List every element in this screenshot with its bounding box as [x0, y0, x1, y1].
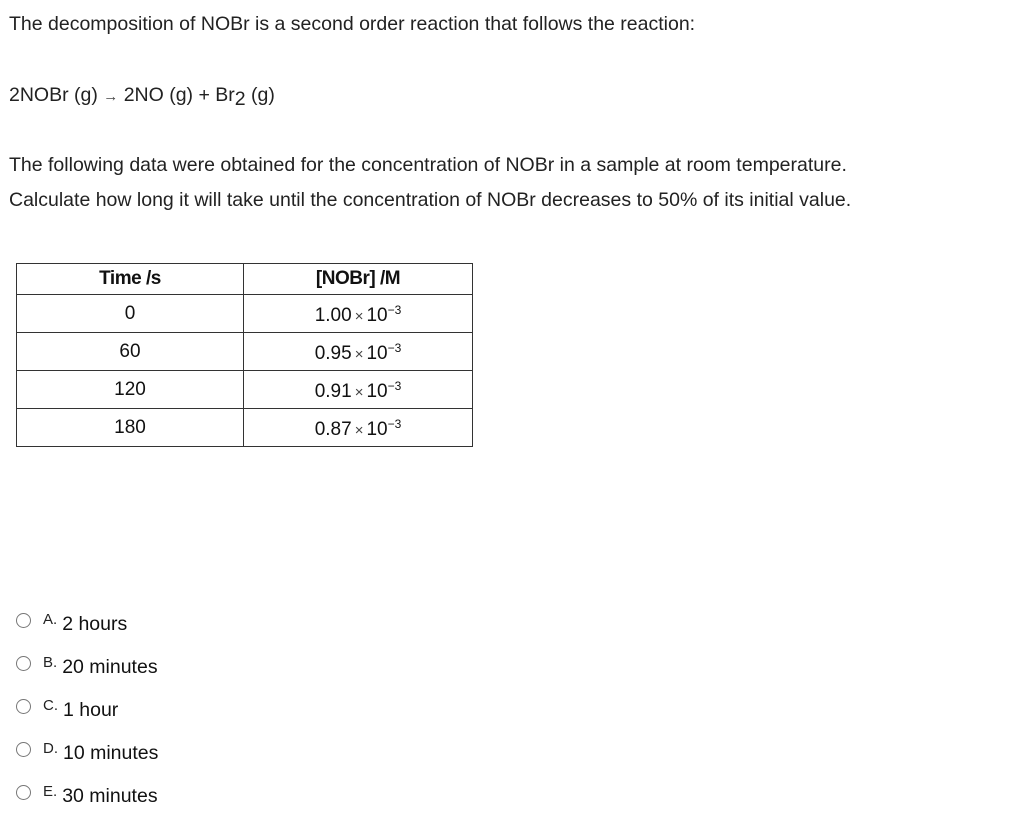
option-e[interactable] — [16, 781, 158, 811]
times-sign: × — [354, 346, 364, 363]
option-text: 1 hour — [63, 698, 119, 721]
table-row — [17, 295, 473, 333]
time-cell: 120 — [17, 371, 244, 409]
header-time: Time /s — [17, 264, 244, 295]
exponent: −3 — [387, 341, 402, 355]
option-letter: D. — [43, 739, 58, 757]
time-cell: 0 — [17, 295, 244, 333]
reaction-equation — [9, 84, 275, 110]
option-letter: C. — [43, 696, 58, 714]
base: 10 — [366, 343, 388, 364]
option-letter: B. — [43, 653, 58, 671]
base: 10 — [366, 381, 388, 402]
table-row — [17, 371, 473, 409]
reactant: 2NOBr (g) — [9, 84, 98, 106]
radio-button[interactable] — [16, 785, 31, 800]
subscript: 2 — [234, 88, 246, 110]
base: 10 — [366, 305, 388, 326]
radio-button[interactable] — [16, 613, 31, 628]
times-sign: × — [354, 384, 364, 401]
header-concentration: [NOBr] /M — [244, 264, 473, 295]
mantissa: 1.00 — [314, 305, 352, 326]
option-d[interactable] — [16, 738, 158, 768]
option-c[interactable] — [16, 695, 118, 725]
concentration-cell — [244, 371, 473, 409]
base: 10 — [366, 419, 388, 440]
table-row — [17, 333, 473, 371]
radio-button[interactable] — [16, 742, 31, 757]
radio-button[interactable] — [16, 656, 31, 671]
reaction-arrow: → — [103, 88, 119, 105]
times-sign: × — [354, 422, 364, 439]
option-text: 20 minutes — [62, 655, 158, 678]
concentration-cell — [244, 333, 473, 371]
products: 2NO (g) + Br — [123, 84, 235, 106]
concentration-cell — [244, 409, 473, 447]
table-row — [17, 409, 473, 447]
mantissa: 0.91 — [314, 381, 352, 402]
concentration-cell — [244, 295, 473, 333]
question-line-2: Calculate how long it will take until the concentration of NOBr decreases to 50% of its initial value. — [9, 189, 852, 211]
time-cell: 60 — [17, 333, 244, 371]
times-sign: × — [354, 308, 364, 325]
products-state: (g) — [245, 84, 275, 106]
option-letter: E. — [43, 782, 58, 800]
option-letter: A. — [43, 610, 58, 628]
option-a[interactable] — [16, 609, 127, 639]
option-b[interactable] — [16, 652, 158, 682]
option-text: 2 hours — [62, 612, 128, 635]
radio-button[interactable] — [16, 699, 31, 714]
time-cell: 180 — [17, 409, 244, 447]
table-header-row — [17, 264, 473, 295]
exponent: −3 — [387, 303, 402, 317]
data-table — [16, 263, 473, 447]
question-intro: The decomposition of NOBr is a second order reaction that follows the reaction: — [9, 13, 696, 35]
exponent: −3 — [387, 379, 402, 393]
option-text: 30 minutes — [62, 784, 158, 807]
exponent: −3 — [387, 417, 402, 431]
option-text: 10 minutes — [63, 741, 159, 764]
question-line-1: The following data were obtained for the concentration of NOBr in a sample at room temperature. — [9, 154, 847, 176]
mantissa: 0.87 — [314, 419, 352, 440]
mantissa: 0.95 — [314, 343, 352, 364]
